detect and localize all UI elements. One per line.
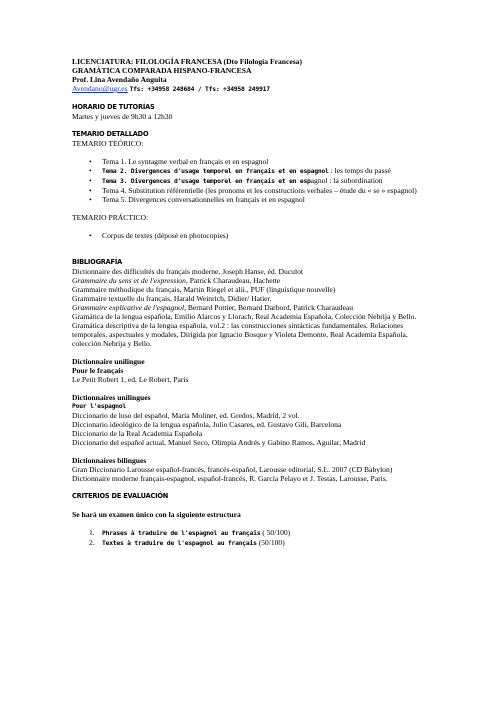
bib-entry: Dictionnaire des difficultés du français moderne, Joseph Hanse, éd. Duculot [72,267,303,276]
course-title: GRAMÁTICA COMPARADA HISPANO-FRANCESA [72,66,252,75]
criterios-list [72,528,432,548]
tema3-title: Tema 3. Divergences d'usage temporel en français et en esp [102,177,311,185]
tema2-title: Tema 2. Divergences d'usage temporel en français et en espagnol [102,167,329,175]
tema2-rest: : les temps du passé [330,166,391,175]
temario-practico-list [72,231,432,240]
dict-entry: Diccionario de luso del español, María Moliner, ed. Gredos, Madrid, 2 vol. [72,411,300,420]
bib-rest: , Patrick Charaudeau, Hachette [185,276,281,285]
unilingue-subheading: Pour le français [72,366,124,375]
tutorias-text: Martes y jueves de 9h30 a 12h30 [72,112,173,121]
bib-entry: Gramática de la lengua española, Emilio Alarcos y Llorach, Real Academia Española, Colección Nebrija y Bello. [72,312,417,321]
list-item: • Tema 1. Le syntagme verbal en français et en espagnol [72,157,432,166]
dict-entry: Diccionario del español actual, Manuel Seco, Olimpia Andrés y Gabino Ramos, Aguilar, Madrid [72,438,366,447]
list-item: • Tema 4. Substitution référentielle (les pronoms et les constructions verbales – étude du « se » espagnol) [72,186,432,195]
degree-title: LICENCIATURA: FILOLOGÍA FRANCESA (Dto Filología Francesa) [72,57,302,66]
tutorias-heading: HORARIO DE TUTORÍAS [72,103,155,111]
bib-entry [72,303,432,312]
phone-numbers: Tfs: +34958 248684 / Tfs: +34958 249917 [129,85,270,93]
dict-entry: Diccionario ideológico de la lengua española, Julio Casares, ed. Gustavo Gili, Barcelona [72,420,342,429]
dict-entry: Diccionario de la Real Academia Española [72,429,203,438]
bib-title: Grammaire explicative de l'espagnol [72,303,185,312]
list-item: • Corpus de textes (déposé en photocopies) [72,231,432,240]
temario-practico-heading: TEMARIO PRÁCTICO: [72,213,149,222]
list-item [72,538,432,548]
bib-entry: Grammaire textuelle du français, Harald Weinrich, Didier/ Hatier. [72,294,272,303]
unilingue-heading: Dictionnaire unilingue [72,357,145,366]
list-item [72,166,432,176]
professor-name: Prof. Lina Avendaño Anguita [72,75,167,84]
contact-line [72,84,432,94]
bib-entry [72,276,432,285]
tema3-rest: agnol : la subordination [310,176,383,185]
list-item [72,176,432,186]
criterio-label: Phrases à traduire de l'espagnol au français [102,529,261,537]
dict-entry: Dictionnaire moderne français-espagnol, español-francés, R. García Pelayo et J. Testas, Larousse, Paris. [72,474,388,483]
email-link[interactable]: Avendano@ugr.es [72,84,128,93]
list-item [72,528,432,538]
bib-rest: , Bernard Pottier, Bernard Darbord, Patrick Charaudeau [184,303,354,312]
dict-entry: Gran Diccionario Larousse español-francés, francés-español, Larousse editorial, S.L. 2007 (CD Babylon) [72,465,393,474]
criterios-subheading: Se hará un examen único con la siguiente estructura [72,510,241,519]
criterio-label: Textes à traduire de l'espagnol au français [102,539,257,547]
bibliografia-heading: BIBLIOGRAFÍA [72,258,123,266]
bilingues-heading: Dictionnaires bilingues [72,456,147,465]
document-page [72,57,432,548]
criterio-score: ( 50/100) [262,528,291,537]
bib-entry: Grammaire méthodique du français, Martin Riegel et alii., PUF (linguistique nouvelle) [72,285,336,294]
item-number: 1. [89,528,95,537]
bib-title: Grammaire du sens et de l'expression [72,276,186,285]
temario-teorico-list [72,157,432,204]
unilingues-heading: Dictionnaires unilingues [72,393,151,402]
criterios-heading: CRITERIOS DE EVALUACIÓN [72,492,169,500]
temario-heading: TEMARIO DETALLADO [72,130,149,138]
unilingues-subheading: Pour l'espagnol [72,402,126,410]
bib-entry: Gramática descriptiva de la lengua española, vol.2 : las construcciones sintácticas fundamentales. Relaciones temporales, aspectuales y modales, Dirigida por Ignacio Bosque y Violeta Demonte, Real Academia Española, colección Nebrija y Bello. [72,321,408,348]
temario-teorico-heading: TEMARIO TEÓRICO: [72,139,144,148]
item-number: 2. [89,538,95,547]
criterio-score: (50/100) [258,538,285,547]
dict-entry: Le Petit Robert 1, ed. Le Robert, Paris [72,375,189,384]
list-item: • Tema 5. Divergences conversationnelles en français et en espagnol [72,195,432,204]
